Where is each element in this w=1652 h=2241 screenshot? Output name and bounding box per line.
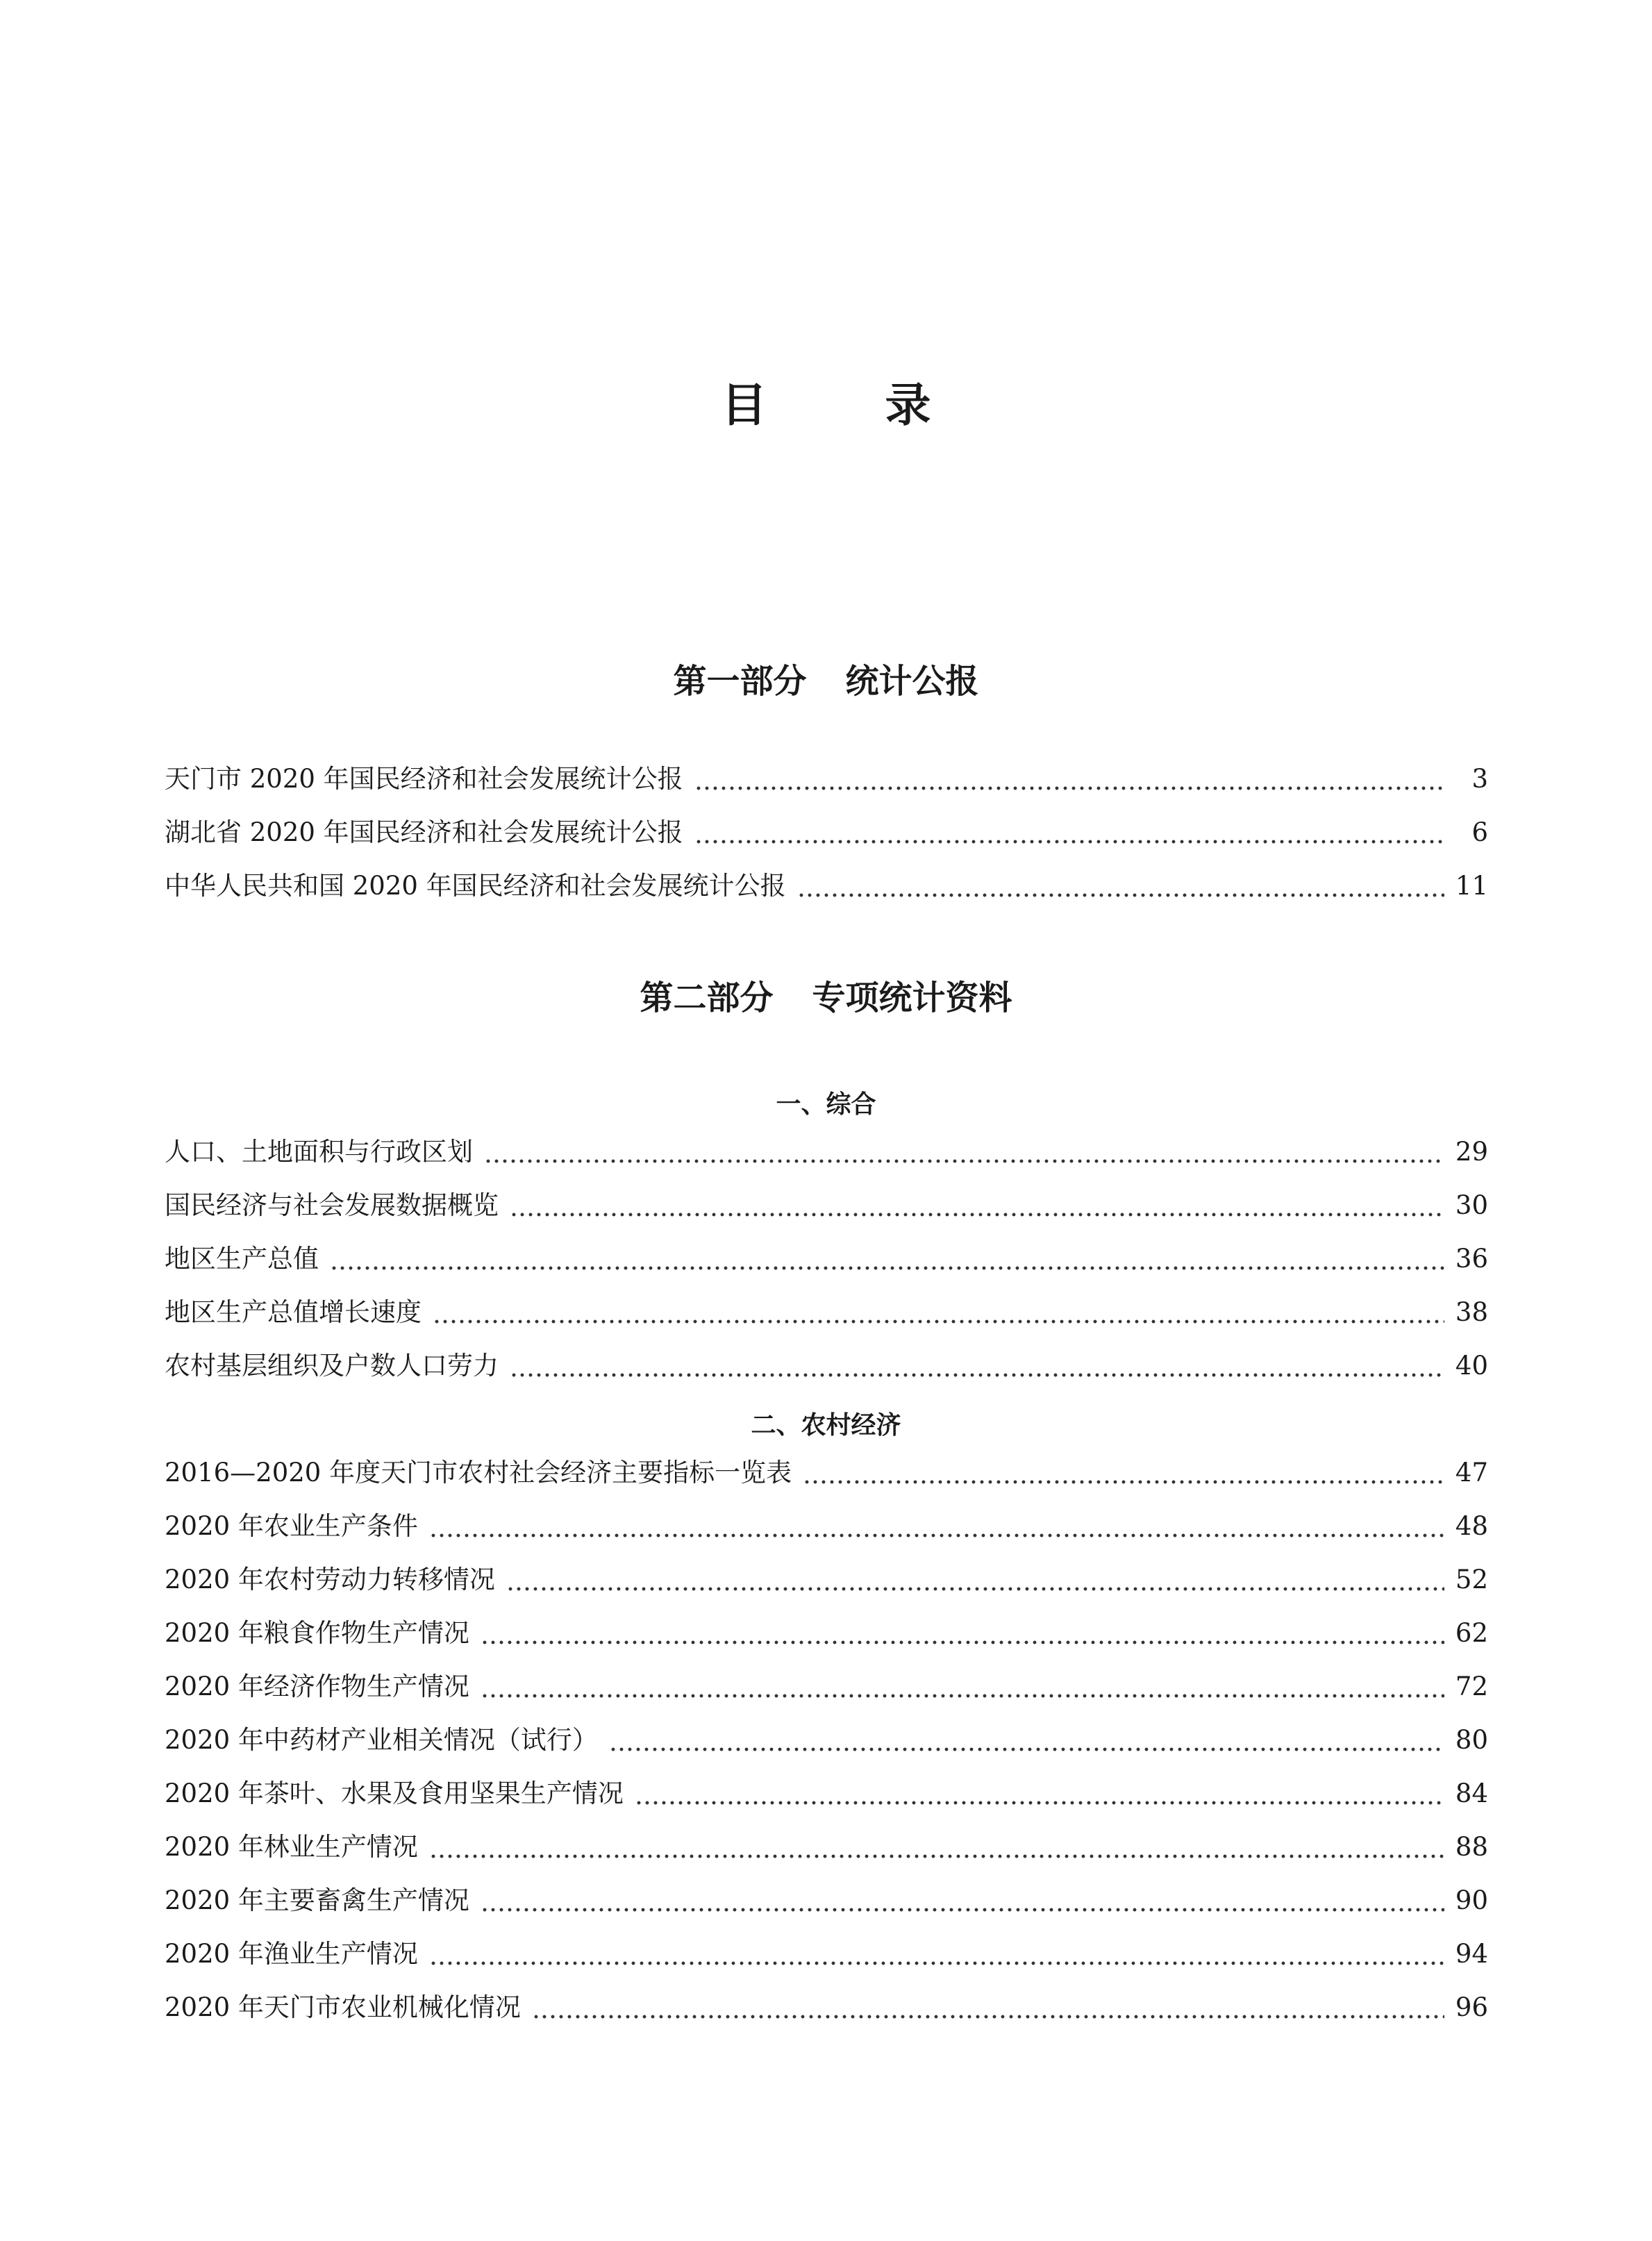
toc-entry-label: 中华人民共和国 2020 年国民经济和社会发展统计公报 bbox=[165, 871, 786, 901]
part2-heading bbox=[0, 971, 1652, 1019]
toc-entry-label: 2016—2020 年度天门市农村社会经济主要指标一览表 bbox=[165, 1458, 792, 1488]
section-heading: 二、农村经济 bbox=[751, 1411, 901, 1440]
leader-dots bbox=[797, 869, 1444, 903]
toc-entry-label: 2020 年粮食作物生产情况 bbox=[165, 1618, 469, 1648]
toc-entry-page: 52 bbox=[1455, 1565, 1488, 1594]
leader-dots bbox=[429, 1509, 1444, 1544]
leader-dots bbox=[481, 1883, 1444, 1918]
toc-entry[interactable] bbox=[165, 1295, 1488, 1330]
leader-dots bbox=[609, 1723, 1444, 1758]
toc-entry-page: 96 bbox=[1455, 1992, 1488, 2022]
toc-entry-label: 2020 年中药材产业相关情况（试行） bbox=[165, 1725, 598, 1755]
toc-entry-page: 72 bbox=[1455, 1672, 1488, 1701]
leader-dots bbox=[510, 1188, 1444, 1223]
part2-heading-text: 专项统计资料 bbox=[812, 978, 1012, 1017]
leader-dots bbox=[433, 1295, 1444, 1330]
part1-heading-num: 第一部分 bbox=[673, 662, 807, 701]
toc-entry-page: 3 bbox=[1471, 764, 1488, 794]
toc-entry-label: 2020 年农村劳动力转移情况 bbox=[165, 1565, 495, 1594]
toc-entry-label: 2020 年林业生产情况 bbox=[165, 1832, 418, 1862]
section-heading: 一、综合 bbox=[776, 1090, 876, 1119]
part2-heading-num: 第二部分 bbox=[640, 978, 774, 1017]
leader-dots bbox=[481, 1616, 1444, 1651]
toc-entry[interactable] bbox=[165, 1509, 1488, 1544]
toc-entry-label: 地区生产总值增长速度 bbox=[165, 1297, 422, 1327]
toc-entry-page: 80 bbox=[1455, 1725, 1488, 1755]
toc-entry[interactable] bbox=[165, 1669, 1488, 1704]
toc-entry-page: 38 bbox=[1455, 1297, 1488, 1327]
toc-entry[interactable] bbox=[165, 1563, 1488, 1597]
leader-dots bbox=[481, 1669, 1444, 1704]
page-title bbox=[0, 368, 1652, 434]
toc-entry[interactable] bbox=[165, 1723, 1488, 1758]
leader-dots bbox=[532, 1990, 1444, 2025]
toc-entry-label: 2020 年经济作物生产情况 bbox=[165, 1672, 469, 1701]
part1-heading-text: 统计公报 bbox=[845, 662, 979, 701]
toc-entry-page: 84 bbox=[1455, 1778, 1488, 1808]
leader-dots bbox=[694, 762, 1446, 797]
toc-entry-page: 94 bbox=[1455, 1939, 1488, 1969]
toc-entry-label: 天门市 2020 年国民经济和社会发展统计公报 bbox=[165, 764, 683, 794]
leader-dots bbox=[429, 1937, 1444, 1972]
toc-entry[interactable] bbox=[165, 815, 1488, 850]
toc-entry-label: 2020 年茶叶、水果及食用坚果生产情况 bbox=[165, 1778, 624, 1808]
toc-entry-page: 88 bbox=[1455, 1832, 1488, 1862]
toc-entry[interactable] bbox=[165, 1830, 1488, 1865]
leader-dots bbox=[803, 1456, 1444, 1490]
toc-entry-label: 2020 年天门市农业机械化情况 bbox=[165, 1992, 521, 2022]
toc-entry[interactable] bbox=[165, 869, 1488, 903]
page-title-right: 录 bbox=[885, 378, 931, 432]
toc-entry-page: 29 bbox=[1455, 1137, 1488, 1167]
toc-entry-page: 62 bbox=[1455, 1618, 1488, 1648]
leader-dots bbox=[635, 1776, 1444, 1811]
toc-entry[interactable] bbox=[165, 762, 1488, 797]
toc-entry-page: 40 bbox=[1455, 1351, 1488, 1381]
toc-entry-page: 36 bbox=[1455, 1244, 1488, 1274]
toc-entry-page: 47 bbox=[1455, 1458, 1488, 1488]
toc-entry-page: 48 bbox=[1455, 1511, 1488, 1541]
toc-entry-label: 地区生产总值 bbox=[165, 1244, 319, 1274]
toc-entry[interactable] bbox=[165, 1135, 1488, 1169]
leader-dots bbox=[510, 1349, 1444, 1383]
toc-entry-label: 人口、土地面积与行政区划 bbox=[165, 1137, 473, 1167]
leader-dots bbox=[694, 815, 1446, 850]
toc-entry-page: 30 bbox=[1455, 1190, 1488, 1220]
leader-dots bbox=[506, 1563, 1444, 1597]
toc-entry-label: 2020 年主要畜禽生产情况 bbox=[165, 1885, 469, 1915]
toc-entry-page: 11 bbox=[1455, 871, 1488, 901]
toc-entry[interactable] bbox=[165, 1188, 1488, 1223]
leader-dots bbox=[484, 1135, 1444, 1169]
toc-entry-page: 90 bbox=[1455, 1885, 1488, 1915]
toc-entry-label: 2020 年农业生产条件 bbox=[165, 1511, 418, 1541]
toc-entry-label: 2020 年渔业生产情况 bbox=[165, 1939, 418, 1969]
toc-entry-page: 6 bbox=[1471, 817, 1488, 847]
toc-entry[interactable] bbox=[165, 1616, 1488, 1651]
toc-entry[interactable] bbox=[165, 1456, 1488, 1490]
toc-entry[interactable] bbox=[165, 1242, 1488, 1276]
toc-entry[interactable] bbox=[165, 1990, 1488, 2025]
page-title-left: 目 bbox=[721, 378, 767, 432]
toc-entry[interactable] bbox=[165, 1776, 1488, 1811]
leader-dots bbox=[429, 1830, 1444, 1865]
part1-heading bbox=[0, 654, 1652, 702]
leader-dots bbox=[330, 1242, 1444, 1276]
toc-entry-label: 农村基层组织及户数人口劳力 bbox=[165, 1351, 499, 1381]
toc-entry[interactable] bbox=[165, 1883, 1488, 1918]
toc-entry[interactable] bbox=[165, 1937, 1488, 1972]
toc-entry-label: 国民经济与社会发展数据概览 bbox=[165, 1190, 499, 1220]
toc-entry[interactable] bbox=[165, 1349, 1488, 1383]
toc-entry-label: 湖北省 2020 年国民经济和社会发展统计公报 bbox=[165, 817, 683, 847]
